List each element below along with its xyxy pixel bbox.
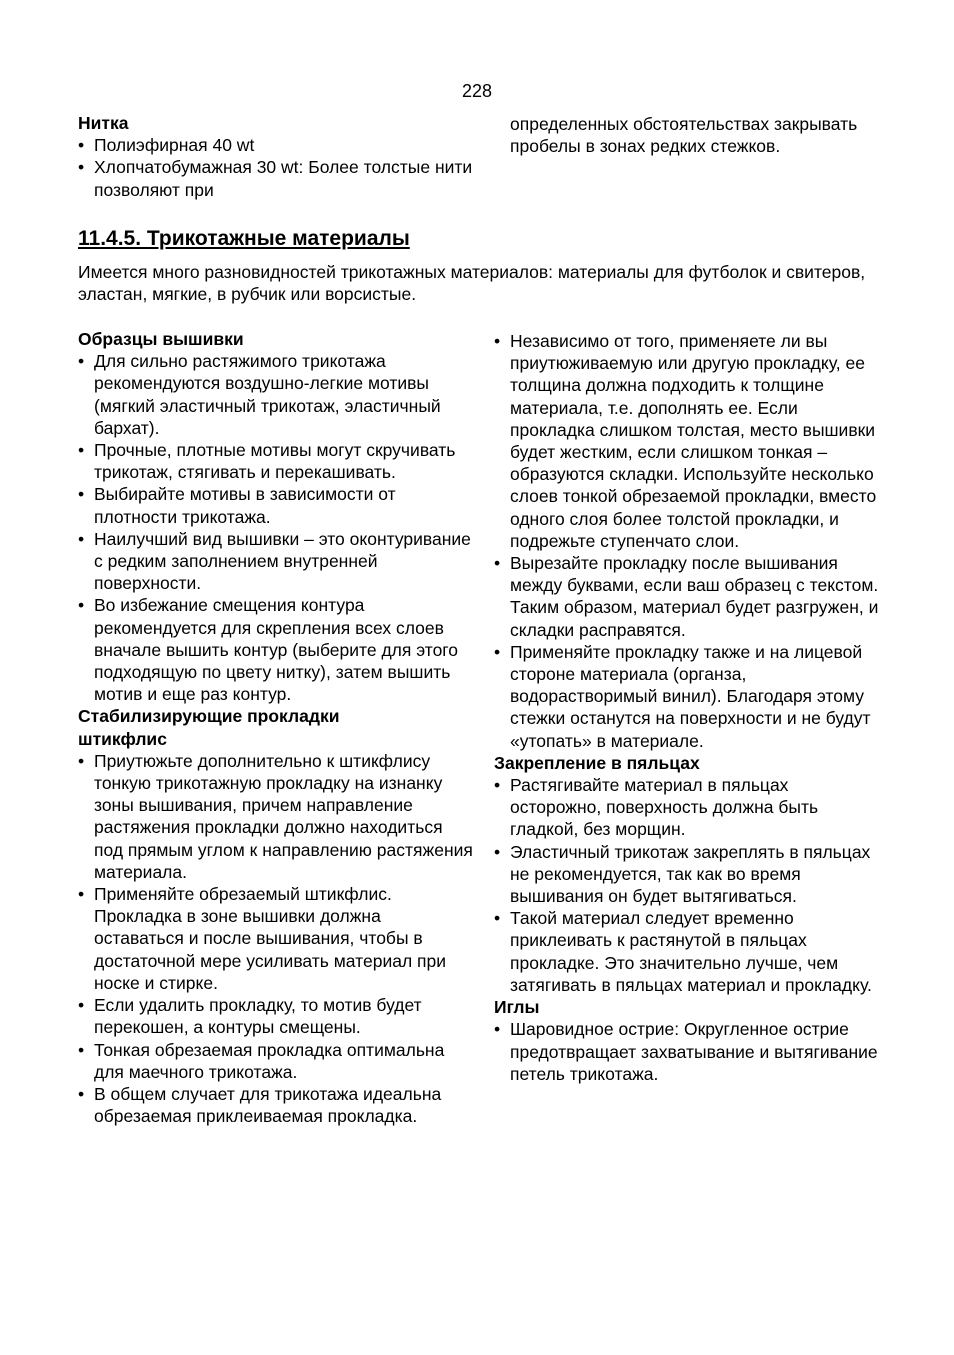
stabilizers-continued-list: [494, 330, 884, 752]
list-item: • Растягивайте материал в пяльцах осторожно, поверхность должна быть гладкой, без морщин.: [494, 774, 884, 841]
list-item: • Приутюжьте дополнительно к штикфлису тонкую трикотажную прокладку на изнанку зоны вышивания, причем направление растяжения прокладки должно находиться под прямым углом к направлению растяжения материала.: [78, 750, 473, 883]
thread-continuation: определенных обстоятельствах закрывать пробелы в зонах редких стежков.: [510, 114, 858, 157]
stabilizers-list: [78, 750, 473, 1127]
list-item: • В общем случает для трикотажа идеальна обрезаемая приклеиваемая прокладка.: [78, 1083, 473, 1127]
page-number: 228: [461, 81, 493, 101]
list-item: • Для сильно растяжимого трикотажа рекомендуются воздушно-легкие мотивы (мягкий эластичный трикотаж, эластичный бархат).: [78, 350, 473, 439]
right-column: [494, 330, 884, 1085]
list-item: • Тонкая обрезаемая прокладка оптимальна для маечного трикотажа.: [78, 1039, 473, 1083]
list-item: • Если удалить прокладку, то мотив будет перекошен, а контуры смещены.: [78, 994, 473, 1038]
needles-list: [494, 1018, 884, 1085]
samples-list: [78, 350, 473, 705]
list-item: • Эластичный трикотаж закреплять в пяльцах не рекомендуется, так как во время вышивания он будет вытягиваться.: [494, 841, 884, 908]
section-title: 11.4.5. Трикотажные материалы: [78, 227, 410, 250]
list-item: • Полиэфирная 40 wt: [78, 134, 473, 156]
list-item: • Такой материал следует временно приклеивать к растянутой в пяльцах прокладке. Это значительно лучше, чем затягивать в пяльцах материал и прокладку.: [494, 907, 884, 996]
list-item: • Вырезайте прокладку после вышивания между буквами, если ваш образец с текстом. Таким образом, материал будет разгружен, и складки расправятся.: [494, 552, 884, 641]
thread-block: [78, 112, 473, 201]
left-column: [78, 328, 473, 1127]
list-item: • Хлопчатобумажная 30 wt: Более толстые нити позволяют при: [78, 156, 473, 200]
list-item: • Независимо от того, применяете ли вы приутюживаемую или другую прокладку, ее толщина должна подходить к толщине материала, т.е. дополнять ее. Если прокладка слишком толстая, место вышивки будет жестким, если слишком тонкая – образуются складки. Используйте несколько слоев тонкой обрезаемой прокладки, вместо одного слоя более толстой прокладки, и подрежьте ступенчато слои.: [494, 330, 884, 552]
thread-heading: Нитка: [78, 113, 129, 133]
list-item: • Прочные, плотные мотивы могут скручивать трикотаж, стягивать и перекашивать.: [78, 439, 473, 483]
list-item: • Наилучший вид вышивки – это оконтуривание с редким заполнением внутренней поверхности.: [78, 528, 473, 595]
hoop-list: [494, 774, 884, 996]
list-item: • Применяйте прокладку также и на лицевой стороне материала (органза, водорастворимый винил). Благодаря этому стежки останутся на поверхности и не будут «утопать» в материале.: [494, 641, 884, 752]
section-intro: Имеется много разновидностей трикотажных материалов: материалы для футболок и свитеров, эластан, мягкие, в рубчик или ворсистые.: [78, 262, 866, 305]
thread-continuation-block: [494, 113, 864, 157]
needles-heading: Иглы: [494, 997, 540, 1018]
list-item: • Шаровидное острие: Округленное острие предотвращает захватывание и вытягивание петель трикотажа.: [494, 1018, 884, 1085]
list-item: • Выбирайте мотивы в зависимости от плотности трикотажа.: [78, 483, 473, 527]
list-item: • Во избежание смещения контура рекомендуется для скрепления всех слоев вначале вышить контур (выберите для этого подходящую по цвету нитку), затем вышить мотив и еще раз контур.: [78, 594, 473, 705]
hoop-heading: Закрепление в пяльцах: [494, 752, 700, 773]
thread-list: [78, 134, 473, 201]
stabilizers-heading: Стабилизирующие прокладки штикфлис: [78, 706, 340, 749]
list-item: • Применяйте обрезаемый штикфлис. Прокладка в зоне вышивки должна оставаться и после вышивания, чтобы в достаточной мере усиливать материал при носке и стирке.: [78, 883, 473, 994]
samples-heading: Образцы вышивки: [78, 329, 244, 349]
